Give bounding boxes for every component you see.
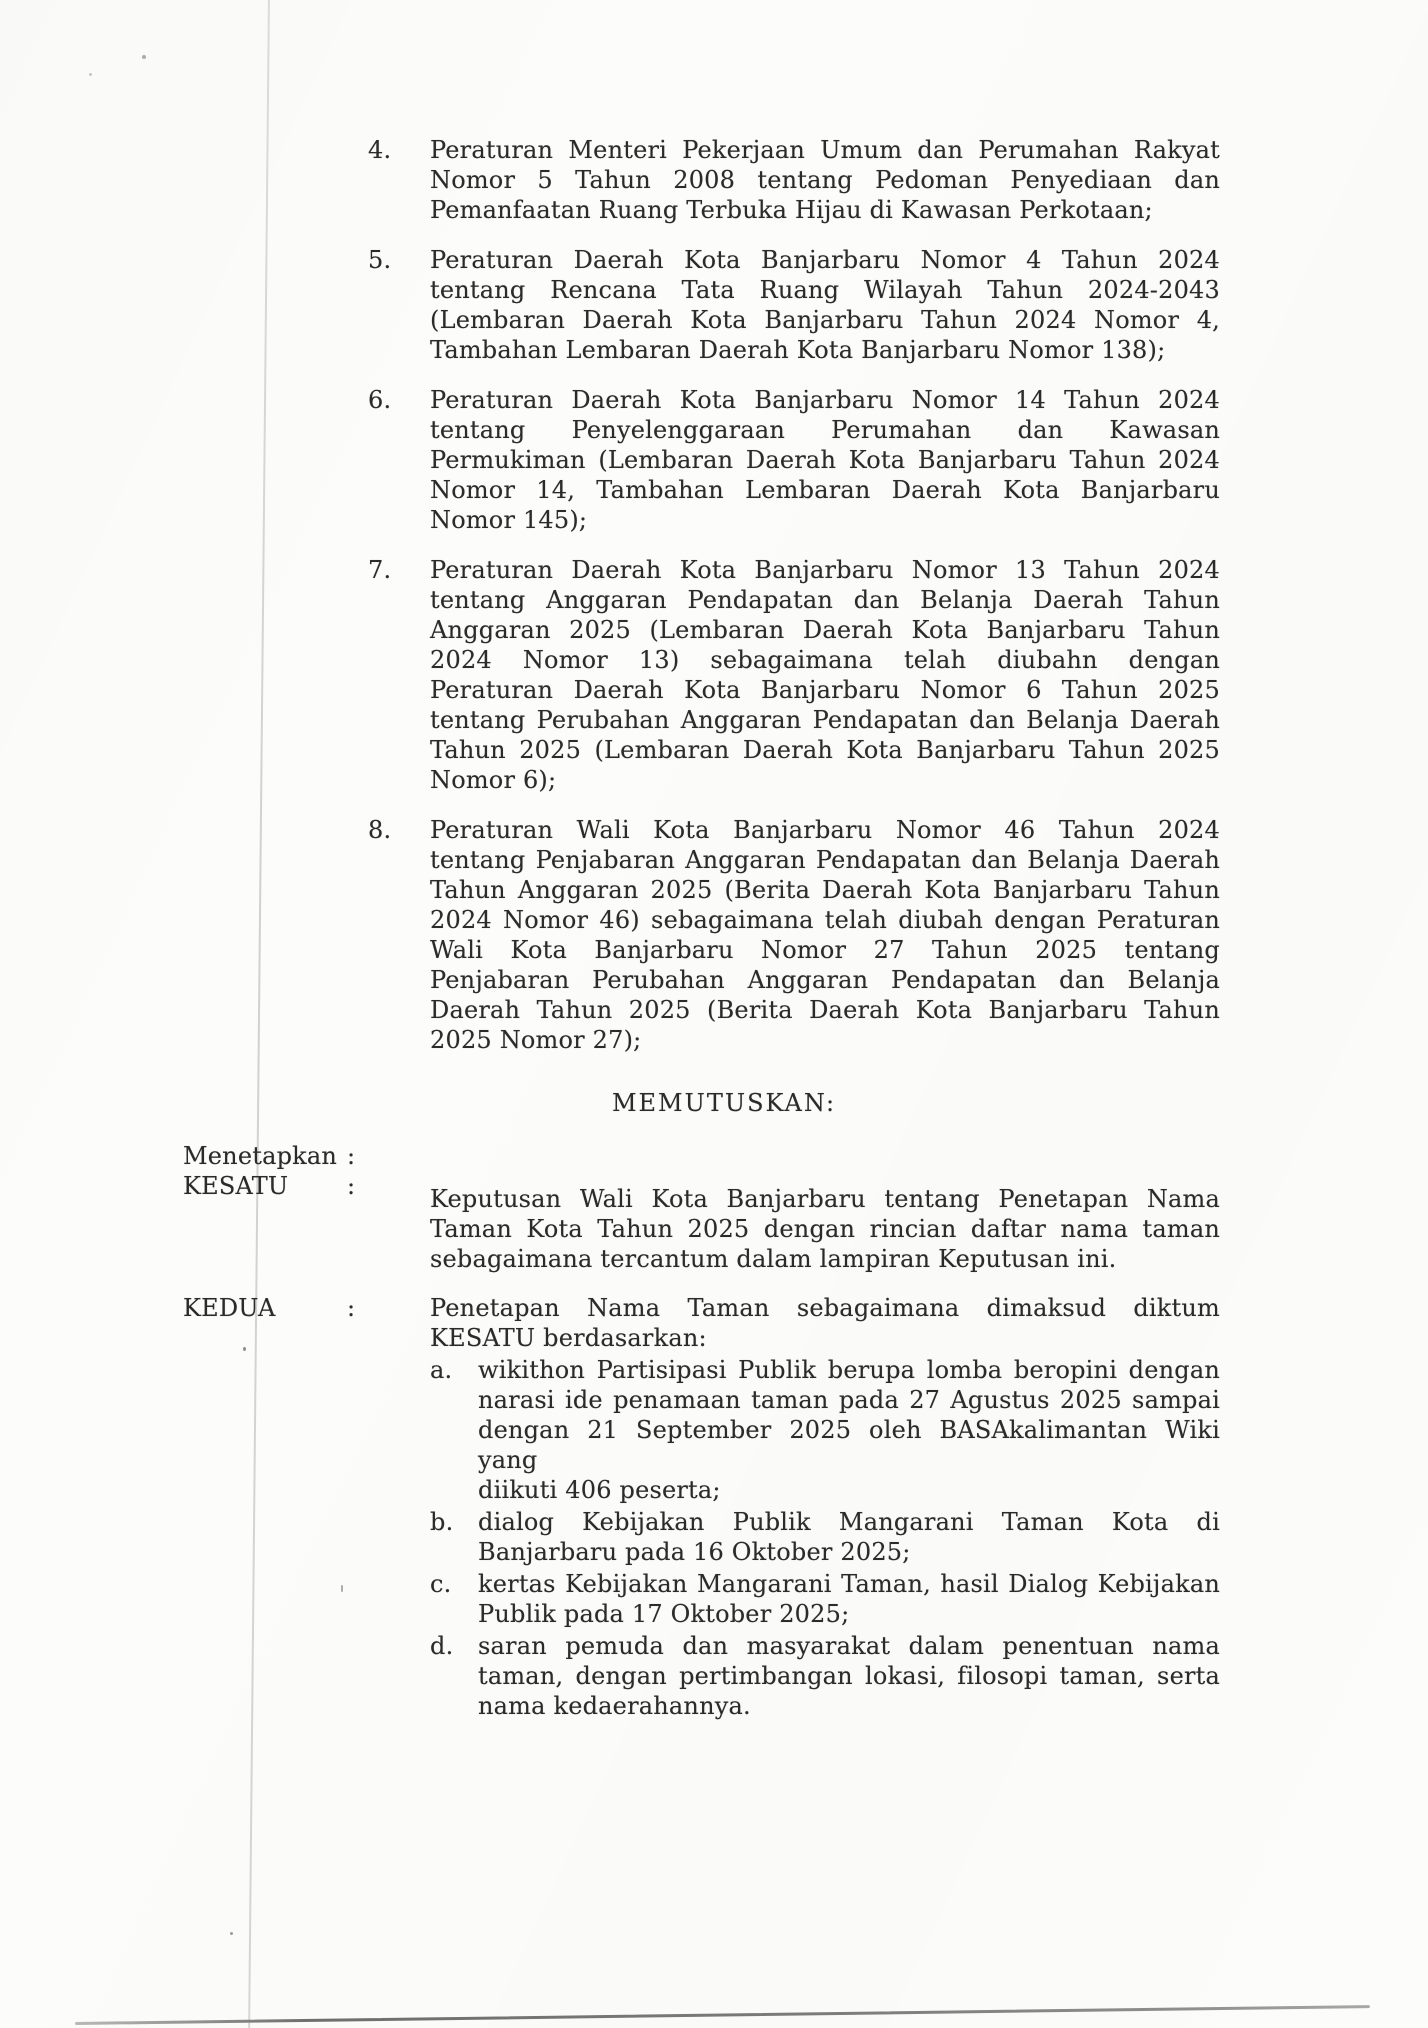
text-line: dialog Kebijakan Publik Mangarani Taman Kota di (478, 1508, 1220, 1536)
text-line: taman, dengan pertimbangan lokasi, filosopi taman, serta (478, 1662, 1220, 1690)
list-item-text (430, 245, 1220, 365)
scan-speck (142, 55, 146, 59)
text-line: Peraturan Menteri Pekerjaan Umum dan Perumahan Rakyat (430, 136, 1220, 164)
dictum-body (430, 1293, 1220, 1721)
list-item-number: 4. (368, 136, 392, 164)
legal-basis-item (368, 245, 1220, 365)
text-line: tentang Perubahan Anggaran Pendapatan dan Belanja Daerah (430, 706, 1220, 734)
text-line: Penjabaran Perubahan Anggaran Pendapatan dan Belanja (430, 966, 1220, 994)
scan-edge-artifact-line (248, 0, 270, 2028)
sub-item-text (478, 1569, 1220, 1629)
scan-speck (230, 1932, 233, 1935)
dictum-sub-item (430, 1355, 1220, 1505)
text-line: tentang Penjabaran Anggaran Pendapatan dan Belanja Daerah (430, 846, 1220, 874)
text-line: Banjarbaru pada 16 Oktober 2025; (478, 1538, 911, 1566)
legal-basis-item (368, 815, 1220, 1055)
text-line: Penetapan Nama Taman sebagaimana dimaksud diktum (430, 1294, 1220, 1322)
text-line: Publik pada 17 Oktober 2025; (478, 1600, 850, 1628)
dictum-paragraph (430, 1184, 1220, 1274)
memutuskan-heading: MEMUTUSKAN: (611, 1089, 837, 1117)
text-line: Nomor 145); (430, 506, 588, 534)
text-line: Nomor 14, Tambahan Lembaran Daerah Kota Banjarbaru (430, 476, 1220, 504)
sub-item-letter: d. (430, 1632, 454, 1660)
text-line: 2024 Nomor 46) sebagaimana telah diubah dengan Peraturan (430, 906, 1220, 934)
scan-speck (89, 73, 92, 76)
legal-basis-item (368, 555, 1220, 795)
dictum-colon: : (347, 1294, 356, 1322)
dictum-sub-item (430, 1631, 1220, 1721)
dictum-body (430, 1171, 1220, 1274)
dictum-sub-item (430, 1569, 1220, 1629)
text-line: wikithon Partisipasi Publik berupa lomba beropini dengan (478, 1356, 1220, 1384)
text-line: kertas Kebijakan Mangarani Taman, hasil Dialog Kebijakan (478, 1570, 1220, 1598)
text-line: Peraturan Daerah Kota Banjarbaru Nomor 6 Tahun 2025 (430, 676, 1220, 704)
list-item-text (430, 385, 1220, 535)
text-line: 2025 Nomor 27); (430, 1026, 642, 1054)
list-item-text (430, 815, 1220, 1055)
legal-basis-item (368, 135, 1220, 225)
text-line: tentang Rencana Tata Ruang Wilayah Tahun 2024-2043 (430, 276, 1220, 304)
text-line: Taman Kota Tahun 2025 dengan rincian daftar nama taman (430, 1215, 1220, 1243)
dictum-label: KESATU (183, 1172, 289, 1200)
text-line: narasi ide penamaan taman pada 27 Agustus 2025 sampai (478, 1386, 1220, 1414)
text-line: tentang Anggaran Pendapatan dan Belanja Daerah Tahun (430, 586, 1220, 614)
text-line: saran pemuda dan masyarakat dalam penentuan nama (478, 1632, 1220, 1660)
scan-bottom-artifact-line (75, 2005, 1370, 2025)
sub-item-text (478, 1631, 1220, 1721)
text-line: Peraturan Wali Kota Banjarbaru Nomor 46 Tahun 2024 (430, 816, 1220, 844)
dictum-colon: : (347, 1142, 356, 1170)
text-line: Keputusan Wali Kota Banjarbaru tentang Penetapan Nama (430, 1185, 1220, 1213)
list-item-number: 8. (368, 816, 392, 844)
text-line: Nomor 5 Tahun 2008 tentang Pedoman Penyediaan dan (430, 166, 1220, 194)
text-line: Tambahan Lembaran Daerah Kota Banjarbaru Nomor 138); (430, 336, 1166, 364)
dictum-row (183, 1171, 1220, 1274)
sub-item-text (478, 1507, 1220, 1567)
text-line: Daerah Tahun 2025 (Berita Daerah Kota Banjarbaru Tahun (430, 996, 1220, 1024)
dictum-sub-item (430, 1507, 1220, 1567)
text-line: dengan 21 September 2025 oleh BASAkalimantan Wiki yang (478, 1416, 1220, 1474)
sub-item-letter: c. (430, 1570, 452, 1598)
dictum-colon: : (347, 1172, 356, 1200)
sub-item-letter: a. (430, 1356, 453, 1384)
list-item-number: 5. (368, 246, 392, 274)
text-line: Permukiman (Lembaran Daerah Kota Banjarbaru Tahun 2024 (430, 446, 1220, 474)
dictum-label: Menetapkan (183, 1142, 338, 1170)
text-line: sebagaimana tercantum dalam lampiran Keputusan ini. (430, 1245, 1117, 1273)
text-line: Tahun 2025 (Lembaran Daerah Kota Banjarbaru Tahun 2025 (430, 736, 1220, 764)
text-line: (Lembaran Daerah Kota Banjarbaru Tahun 2024 Nomor 4, (430, 306, 1220, 334)
legal-basis-item (368, 385, 1220, 535)
text-line: Anggaran 2025 (Lembaran Daerah Kota Banjarbaru Tahun (430, 616, 1220, 644)
text-line: Tahun Anggaran 2025 (Berita Daerah Kota Banjarbaru Tahun (430, 876, 1220, 904)
list-item-number: 6. (368, 386, 392, 414)
sub-item-letter: b. (430, 1508, 454, 1536)
list-item-text (430, 555, 1220, 795)
list-item-text (430, 135, 1220, 225)
text-line: Nomor 6); (430, 766, 557, 794)
legal-basis-list (368, 135, 1220, 1075)
dictum-row (183, 1141, 1220, 1171)
text-line: Peraturan Daerah Kota Banjarbaru Nomor 13 Tahun 2024 (430, 556, 1220, 584)
dictum-section (183, 1141, 1220, 1721)
sub-item-text (478, 1355, 1220, 1505)
text-line: Peraturan Daerah Kota Banjarbaru Nomor 14 Tahun 2024 (430, 386, 1220, 414)
text-line: Pemanfaatan Ruang Terbuka Hijau di Kawasan Perkotaan; (430, 196, 1153, 224)
dictum-label: KEDUA (183, 1294, 276, 1322)
text-line: diikuti 406 peserta; (478, 1476, 721, 1504)
text-line: tentang Penyelenggaraan Perumahan dan Kawasan (430, 416, 1220, 444)
text-line: Wali Kota Banjarbaru Nomor 27 Tahun 2025 tentang (430, 936, 1220, 964)
text-line: KESATU berdasarkan: (430, 1324, 707, 1352)
dictum-paragraph (430, 1293, 1220, 1353)
list-item-number: 7. (368, 556, 392, 584)
text-line: 2024 Nomor 13) sebagaimana telah diubahn dengan (430, 646, 1220, 674)
text-line: nama kedaerahannya. (478, 1692, 751, 1720)
text-line: Peraturan Daerah Kota Banjarbaru Nomor 4 Tahun 2024 (430, 246, 1220, 274)
dictum-row (183, 1293, 1220, 1721)
